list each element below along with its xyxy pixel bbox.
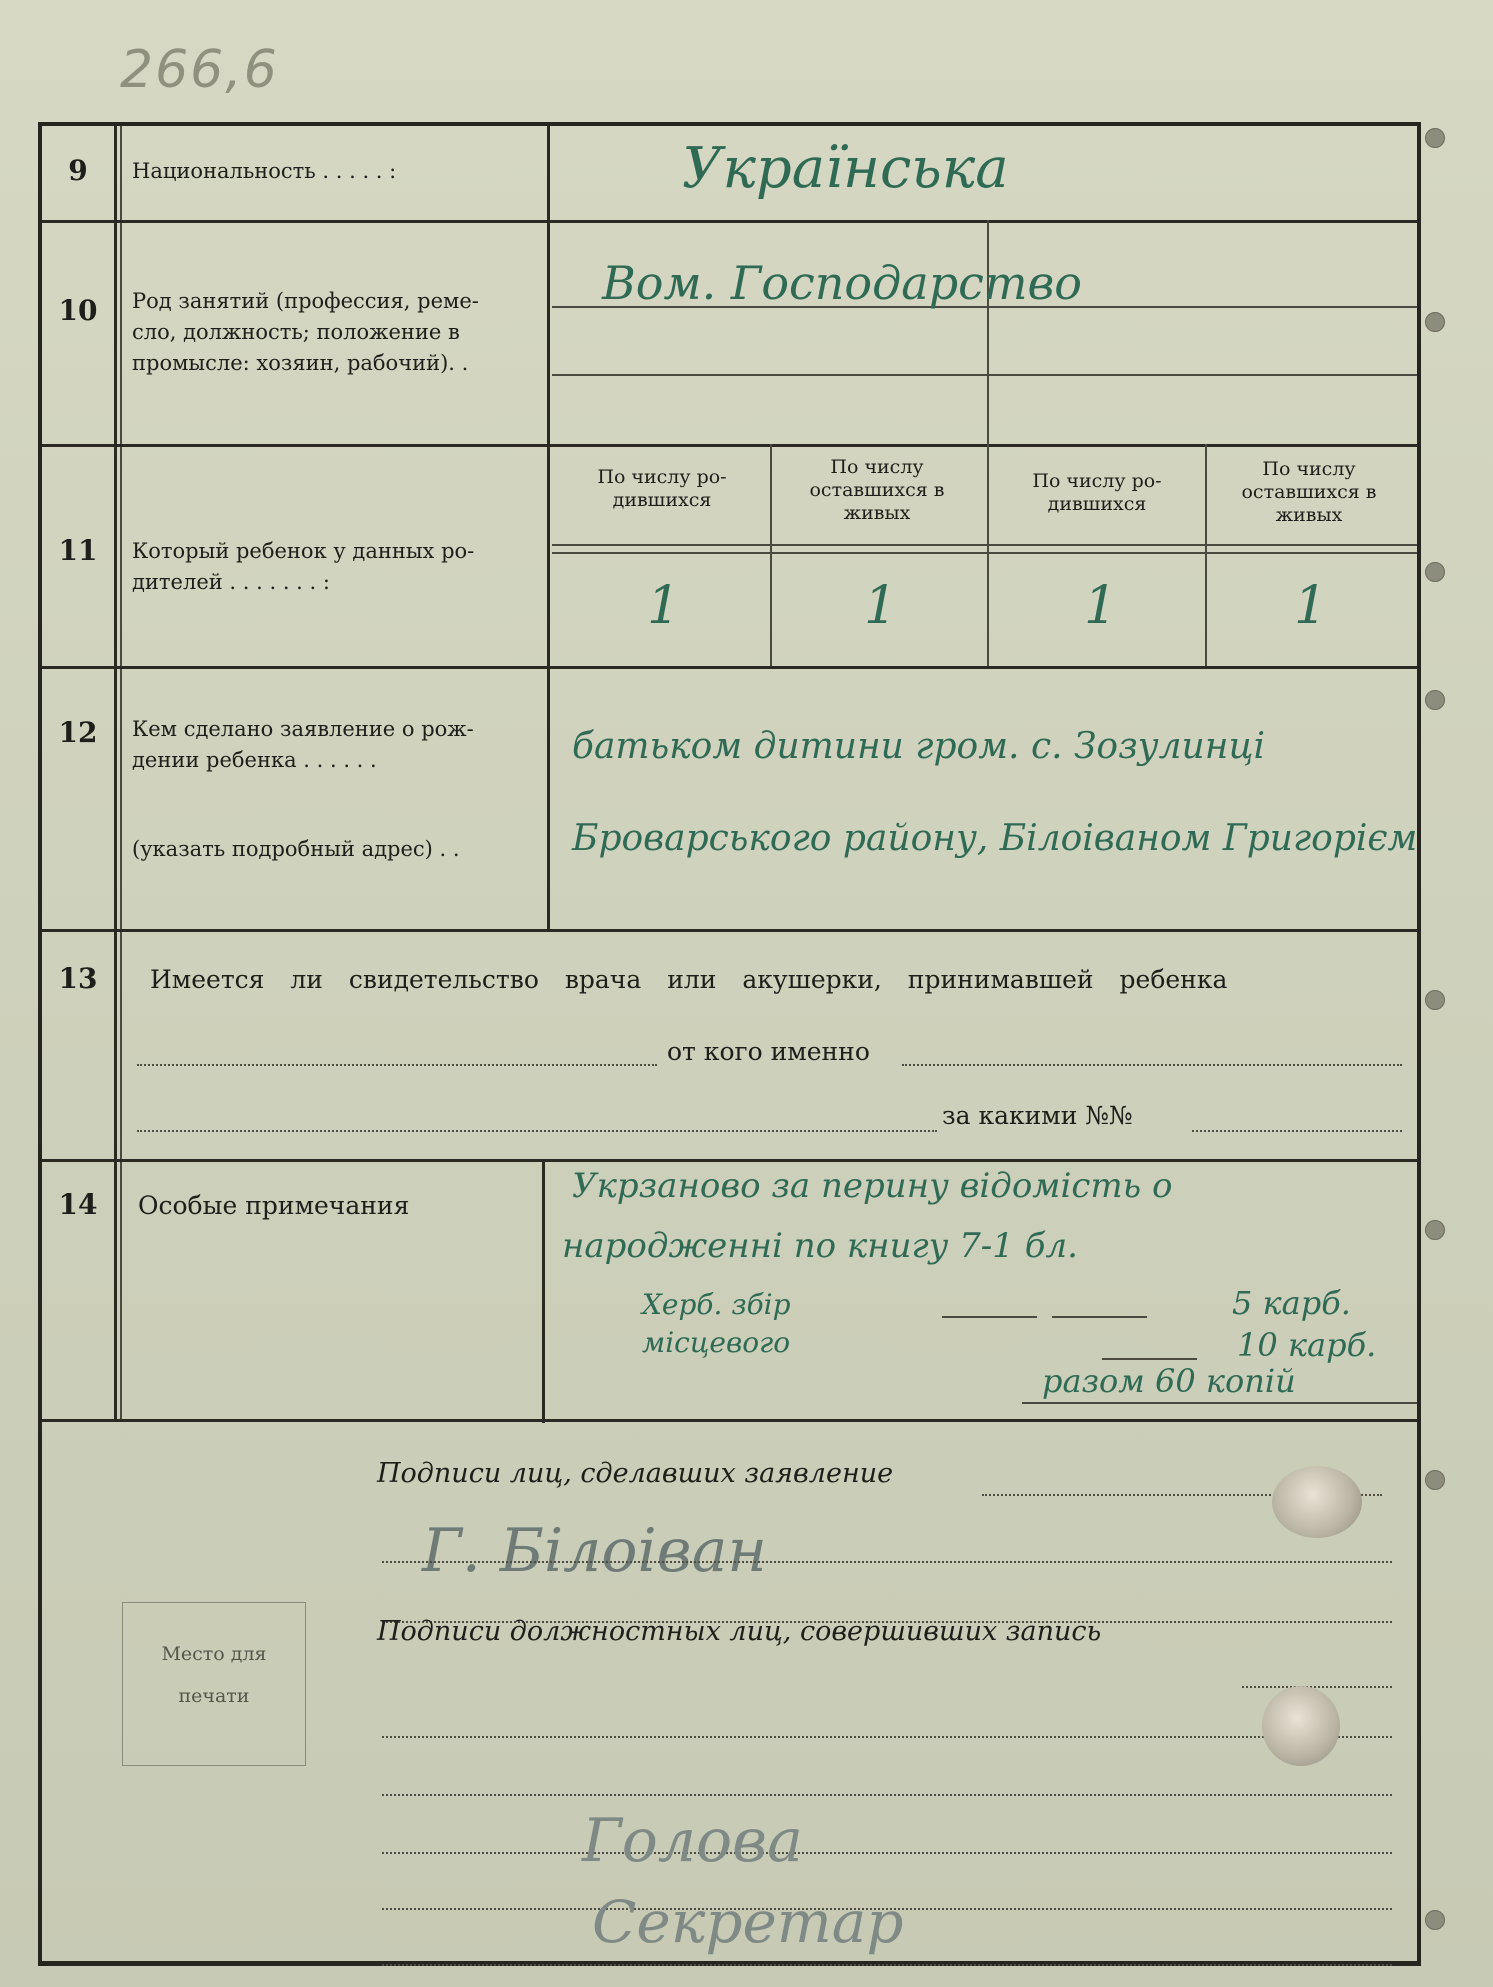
fee-dash [1052, 1316, 1147, 1318]
binder-hole [1425, 562, 1445, 582]
number-column-line [120, 126, 122, 1421]
declarant-label [132, 714, 537, 776]
declarant-label-line: Кем сделано заявление о рож- [132, 717, 474, 741]
value-column-line [542, 1161, 545, 1423]
secretary-signature: Секретар [592, 1888, 904, 1956]
certificate-dotted-line [137, 1064, 657, 1066]
value-column-line [547, 126, 550, 931]
declarant-signature: Г. Білоіван [422, 1516, 767, 1586]
declarant-value-line: батьком дитини гром. с. Зозулинці [572, 726, 1266, 767]
nationality-label: Национальность . . . . . : [132, 159, 397, 183]
from-whom-label: от кого именно [667, 1037, 870, 1066]
signature-dotted-line [382, 1964, 1392, 1966]
occupation-label-line: промысле: хозяин, рабочий). . [132, 351, 469, 375]
stamp-placeholder-text: печати [178, 1685, 250, 1707]
signature-dotted-line [382, 1561, 1392, 1563]
occupation-label [132, 286, 537, 379]
wax-seal [1272, 1466, 1362, 1538]
row-number-12: 12 [58, 716, 98, 749]
child-order-column-line [1205, 444, 1207, 666]
row-number-13: 13 [58, 962, 98, 995]
binder-hole [1425, 1220, 1445, 1240]
fee-item-amount: 5 карб. [1232, 1284, 1351, 1322]
binder-hole [1425, 990, 1445, 1010]
binder-hole [1425, 312, 1445, 332]
stamp-placeholder-text: Место для [161, 1643, 267, 1665]
archive-page-number: 266,6 [120, 40, 279, 100]
fee-item-name: Херб. збір [642, 1288, 791, 1321]
fee-total: разом 60 копій [1042, 1362, 1296, 1400]
occupation-value: Вом. Господарство [602, 256, 1082, 310]
child-order-column-line [987, 444, 989, 666]
row-number-14: 14 [58, 1188, 98, 1221]
officials-signatures-label: Подписи должностных лиц, совершивших запись [377, 1616, 1102, 1647]
stamp-placeholder [122, 1602, 306, 1766]
declarants-signatures-label: Подписи лиц, сделавших заявление [377, 1458, 894, 1489]
certificate-dotted-line [902, 1064, 1402, 1066]
column-alive-value: 1 [864, 576, 898, 636]
row-number-9: 9 [68, 154, 88, 187]
binder-hole [1425, 128, 1445, 148]
child-order-column-line [770, 444, 772, 666]
signature-dotted-line [382, 1736, 1392, 1738]
birth-record-form [38, 122, 1421, 1966]
occupation-label-line: сло, должность; положение в [132, 320, 460, 344]
column-alive-value: 1 [1294, 576, 1328, 636]
child-order-header-line [552, 544, 1417, 546]
fee-item-amount: 10 карб. [1237, 1326, 1377, 1364]
row-number-10: 10 [58, 294, 98, 327]
certificate-dotted-line [1192, 1130, 1402, 1132]
chairman-signature: Голова [582, 1806, 803, 1876]
occupation-label-line: Род занятий (профессия, реме- [132, 289, 479, 313]
row-separator [42, 929, 1417, 932]
child-order-label-line: дителей . . . . . . . : [132, 570, 330, 594]
special-notes-line: Укрзаново за перину відомість о [572, 1166, 1173, 1206]
signature-dotted-line [382, 1794, 1392, 1796]
fee-dash [1102, 1358, 1197, 1360]
column-alive-header: По числу оставшихся в живых [809, 456, 945, 524]
which-numbers-label: за какими №№ [942, 1101, 1133, 1130]
occupation-ruled-line [552, 374, 1417, 376]
fee-item-name: місцевого [642, 1326, 791, 1359]
signature-dotted-line [1242, 1686, 1392, 1688]
special-notes-label: Особые примечания [138, 1191, 410, 1220]
column-born-header: По числу ро- дившихся [1032, 470, 1162, 515]
child-order-header-line [552, 552, 1417, 554]
row-separator [42, 444, 1417, 447]
row-separator [42, 1419, 1417, 1422]
signature-dotted-line [382, 1852, 1392, 1854]
certificate-question: Имеется ли свидетельство врача или акушерки, принимавшей ребенка [150, 965, 1228, 994]
binder-hole [1425, 690, 1445, 710]
binder-hole [1425, 1470, 1445, 1490]
fee-dash [942, 1316, 1037, 1318]
child-order-label [132, 536, 537, 598]
column-alive-header: По числу оставшихся в живых [1241, 458, 1377, 526]
row-separator [42, 220, 1417, 223]
column-born-value: 1 [1084, 576, 1118, 636]
fee-total-rule [1022, 1402, 1417, 1404]
declarant-label-line: дении ребенка . . . . . . [132, 748, 377, 772]
address-hint: (указать подробный адрес) . . [132, 837, 460, 861]
binder-hole [1425, 1910, 1445, 1930]
row-number-11: 11 [58, 534, 98, 567]
occupation-column-line [987, 220, 989, 444]
certificate-dotted-line [137, 1130, 937, 1132]
child-order-label-line: Который ребенок у данных ро- [132, 539, 475, 563]
column-born-header: По числу ро- дившихся [597, 466, 727, 511]
number-column-line [114, 126, 117, 1421]
declarant-value-line: Броварського району, Білоіваном Григорієм [572, 818, 1418, 859]
wax-seal [1262, 1686, 1340, 1766]
row-separator [42, 666, 1417, 669]
row-separator [42, 1159, 1417, 1162]
column-born-value: 1 [647, 576, 681, 636]
nationality-value: Українська [682, 136, 1009, 201]
special-notes-line: народженні по книгу 7-1 бл. [562, 1226, 1078, 1266]
